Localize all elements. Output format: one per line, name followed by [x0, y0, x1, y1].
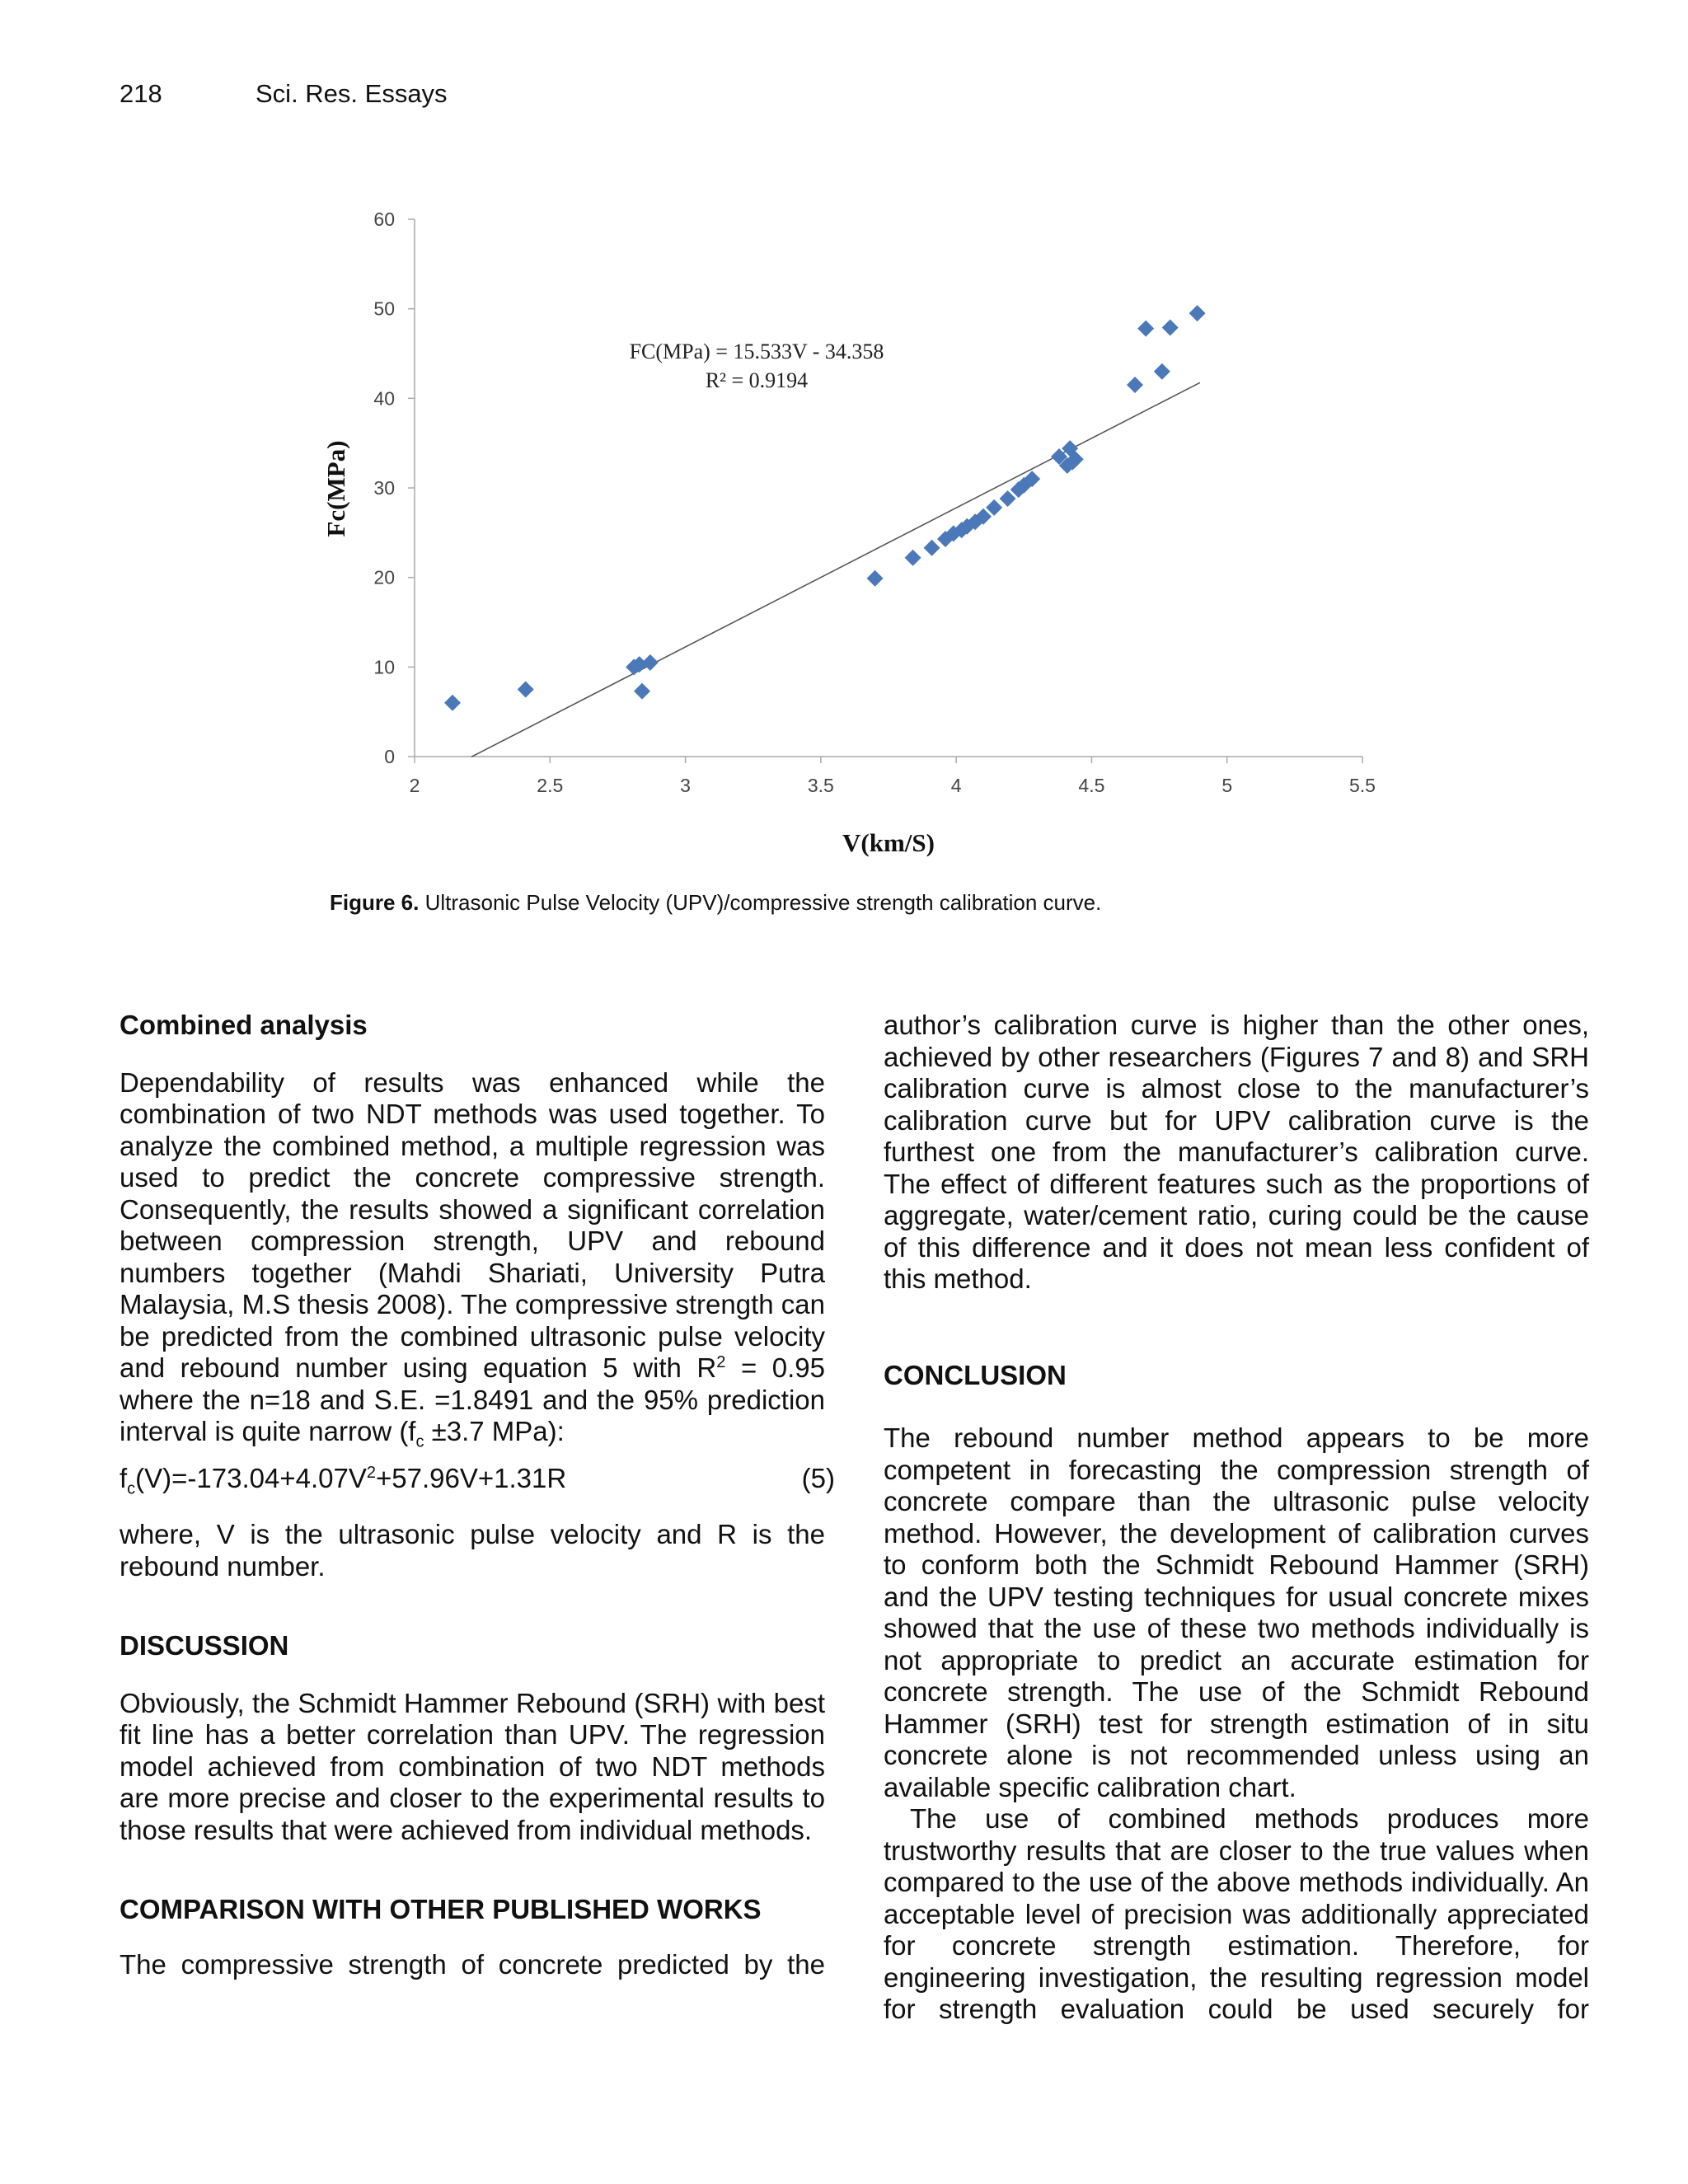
- data-point: [924, 540, 940, 556]
- y-axis-label: Fc(MPa): [321, 440, 350, 537]
- data-point: [444, 695, 461, 711]
- paragraph-where: where, V is the ultrasonic pulse velocity and R is the rebound number.: [120, 1519, 825, 1582]
- data-point: [986, 499, 1002, 516]
- paragraph-conclusion-2: The use of combined methods produces more trustworthy results that are closer to the true values when compared to the use of the above methods individually. An acceptable level of precision was additionally appreciated for concrete strength estimation. Therefore, for engineering investigation, the resulting regression model for strength evaluation could be used securely for: [884, 1803, 1589, 2024]
- data-point: [1000, 490, 1016, 507]
- y-tick-label: 20: [373, 566, 395, 588]
- equation-number: (5): [801, 1462, 835, 1493]
- data-point: [1137, 321, 1154, 337]
- data-point: [1127, 377, 1143, 393]
- paragraph-conclusion-1: The rebound number method appears to be more competent in forecasting the compression strength of concrete compare than the ultrasonic pulse velocity method. However, the development of calibration curves to conform both the Schmidt Rebound Hammer (SRH) and the UPV testing techniques for usual concrete mixes showed that the use of these two methods individually is not appropriate to predict an accurate estimation for concrete strength. The use of the Schmidt Rebound Hammer (SRH) test for strength estimation of in situ concrete alone is not recommended unless using an available specific calibration chart.: [884, 1422, 1589, 1802]
- data-point: [905, 550, 921, 566]
- x-tick-label: 2.5: [537, 775, 564, 796]
- x-tick-label: 5: [1221, 775, 1233, 796]
- y-tick-label: 40: [373, 387, 395, 410]
- data-point: [634, 683, 650, 700]
- paragraph-discussion: Obviously, the Schmidt Hammer Rebound (SRH) with best fit line has a better correlation than UPV. The regression model achieved from combination of two NDT methods are more precise and closer to the experimental results to those results that were achieved from individual methods.: [120, 1687, 825, 1845]
- data-point: [518, 682, 534, 698]
- journal-name: Sci. Res. Essays: [256, 79, 448, 108]
- upv-calibration-chart: [0, 0, 1688, 874]
- paragraph-comparison: The compressive strength of concrete predicted by the: [120, 1948, 825, 1980]
- chart-axes: [415, 219, 1362, 757]
- heading-combined-analysis: Combined analysis: [120, 1010, 368, 1040]
- x-axis-label: V(km/S): [842, 828, 935, 857]
- page-number: 218: [120, 79, 162, 108]
- y-tick-label: 50: [373, 298, 395, 320]
- figure-label: Figure 6.: [330, 890, 420, 915]
- x-tick-label: 5.5: [1349, 775, 1376, 796]
- right-column: [884, 1010, 1589, 2026]
- equation-body: $f_c(V)=-173.04+4.07V^2+57.96V+1.31R$: [120, 1462, 567, 1498]
- figure-caption-text: Ultrasonic Pulse Velocity (UPV)/compressive strength calibration curve.: [419, 890, 1102, 915]
- x-tick-label: 4.5: [1078, 775, 1105, 796]
- x-tick-label: 3.5: [807, 775, 834, 796]
- trendline: [471, 382, 1200, 757]
- x-tick-label: 4: [950, 775, 962, 796]
- left-column: [120, 1010, 835, 1980]
- x-tick-label: 2: [409, 775, 420, 796]
- chart-ticks: [373, 209, 1376, 796]
- x-tick-label: 3: [680, 775, 691, 796]
- data-point: [1162, 319, 1179, 335]
- heading-discussion: DISCUSSION: [120, 1630, 289, 1661]
- heading-conclusion: CONCLUSION: [884, 1359, 1067, 1390]
- y-tick-label: 10: [373, 656, 395, 678]
- y-tick-label: 30: [373, 477, 395, 499]
- chart-points: [444, 305, 1206, 711]
- data-point: [867, 570, 884, 587]
- trendline-equation: FC(MPa) = 15.533V - 34.358: [629, 340, 884, 363]
- figure-caption: [330, 890, 1101, 916]
- y-tick-label: 0: [384, 746, 395, 767]
- y-tick-label: 60: [373, 209, 395, 230]
- heading-comparison: COMPARISON WITH OTHER PUBLISHED WORKS: [120, 1894, 762, 1924]
- paragraph-comparison-continued: author’s calibration curve is higher than the other ones, achieved by other researchers (Figures 7 and 8) and SRH calibration curve is almost close to the manufacturer’s calibration curve but for UPV calibration curve is the furthest one from the manufacturer’s calibration curve. The effect of different features such as the proportions of aggregate, water/cement ratio, curing could be the cause of this difference and it does not mean less confident of this method.: [884, 1010, 1589, 1294]
- equation-5: [120, 1462, 835, 1498]
- data-point: [1189, 305, 1206, 321]
- data-point: [1154, 363, 1170, 380]
- paragraph-combined-analysis: Dependability of results was enhanced while the combination of two NDT methods was used together. To analyze the combined method, a multiple regression was used to predict the concrete compressive strength. Consequently, the results showed a significant correlation between compression strength, UPV and rebound numbers together (Mahdi Shariati, University Putra Malaysia, M.S thesis 2008). The compressive strength can be predicted from the combined ultrasonic pulse velocity and rebound number using equation 5 with $R^2 = 0.95$ where the n=18 and S.E. =1.8491 and the 95% prediction interval is quite narrow ($f_c \pm 3.7$ MPa):: [120, 1066, 825, 1451]
- trendline-r2: R² = 0.9194: [705, 368, 809, 392]
